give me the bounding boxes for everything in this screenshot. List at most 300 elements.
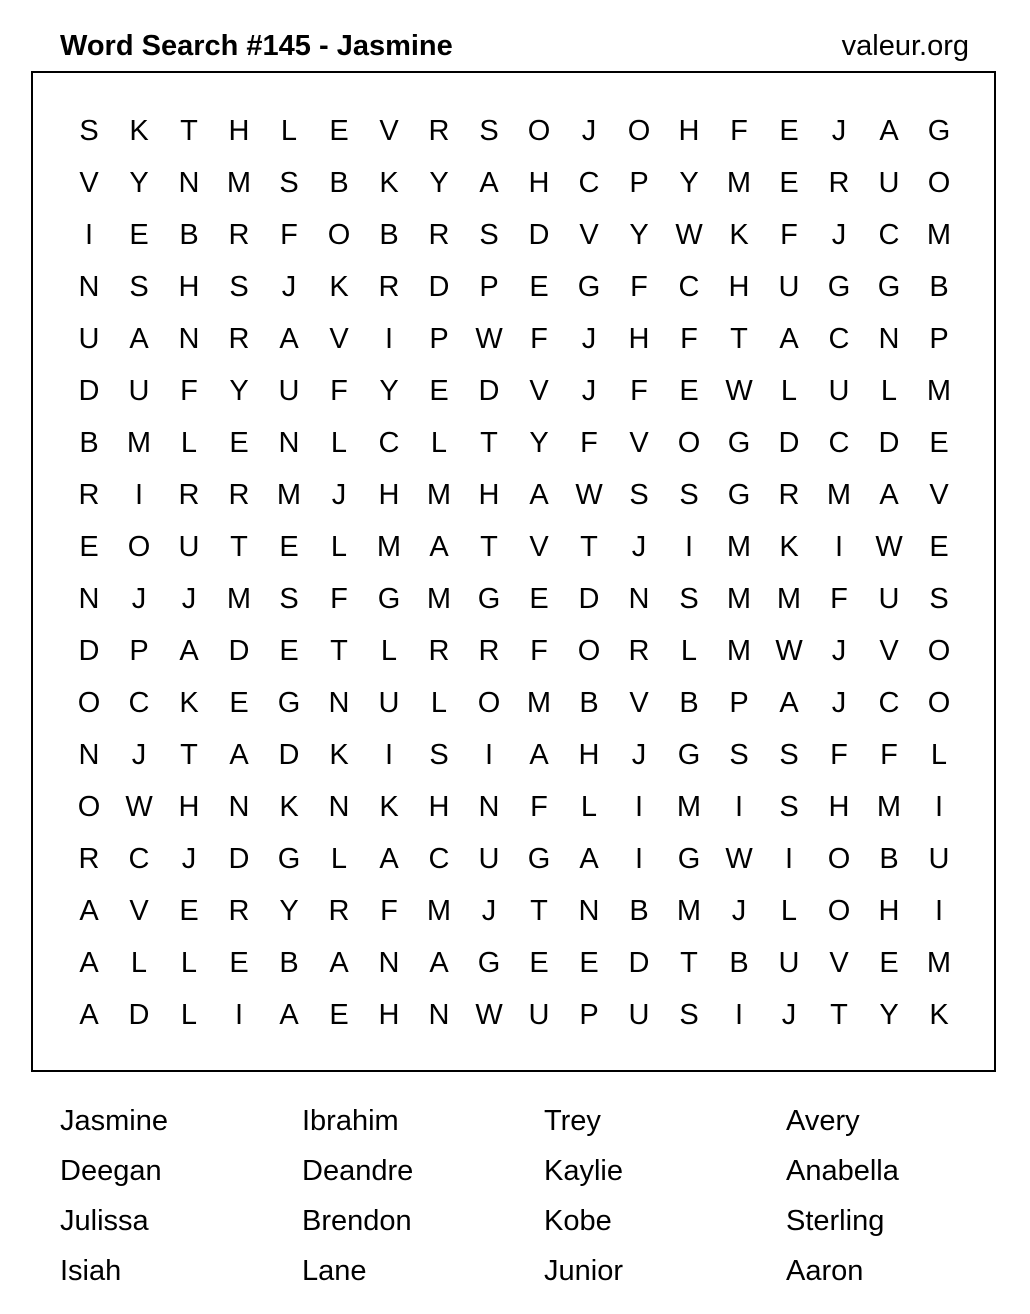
grid-letter[interactable]: N <box>78 271 100 303</box>
grid-letter[interactable]: P <box>929 323 949 355</box>
grid-letter[interactable]: K <box>779 531 799 563</box>
grid-letter[interactable]: A <box>279 323 299 355</box>
grid-letter[interactable]: V <box>879 635 899 667</box>
grid-letter[interactable]: V <box>629 427 649 459</box>
grid-letter[interactable]: W <box>725 375 753 407</box>
grid-letter[interactable]: O <box>677 427 701 459</box>
grid-letter[interactable]: M <box>526 687 552 719</box>
grid-letter[interactable]: F <box>630 375 648 407</box>
grid-letter[interactable]: P <box>129 635 149 667</box>
grid-letter[interactable]: V <box>329 323 349 355</box>
grid-letter[interactable]: F <box>330 375 348 407</box>
grid-letter[interactable]: A <box>179 635 199 667</box>
grid-letter[interactable]: K <box>279 791 299 823</box>
grid-letter[interactable]: R <box>178 479 200 511</box>
grid-letter[interactable]: U <box>878 167 900 199</box>
grid-letter[interactable]: J <box>481 895 497 927</box>
grid-letter[interactable]: B <box>629 895 649 927</box>
grid-letter[interactable]: B <box>579 687 599 719</box>
grid-letter[interactable]: I <box>84 219 94 251</box>
grid-letter[interactable]: R <box>228 323 250 355</box>
grid-letter[interactable]: H <box>478 479 500 511</box>
grid-letter[interactable]: F <box>580 427 598 459</box>
grid-letter[interactable]: A <box>879 115 899 147</box>
grid-letter[interactable]: M <box>126 427 152 459</box>
grid-letter[interactable]: R <box>78 479 100 511</box>
grid-letter[interactable]: C <box>128 687 150 719</box>
grid-letter[interactable]: T <box>330 635 348 667</box>
grid-letter[interactable]: L <box>180 427 198 459</box>
grid-letter[interactable]: W <box>775 635 803 667</box>
grid-letter[interactable]: S <box>729 739 749 771</box>
grid-letter[interactable]: C <box>878 687 900 719</box>
grid-letter[interactable]: I <box>634 843 644 875</box>
grid-letter[interactable]: S <box>679 583 699 615</box>
grid-letter[interactable]: T <box>180 115 198 147</box>
grid-letter[interactable]: E <box>579 947 599 979</box>
grid-letter[interactable]: L <box>680 635 698 667</box>
grid-letter[interactable]: U <box>278 375 300 407</box>
grid-letter[interactable]: P <box>429 323 449 355</box>
grid-letter[interactable]: R <box>628 635 650 667</box>
grid-letter[interactable]: M <box>676 895 702 927</box>
grid-letter[interactable]: S <box>479 115 499 147</box>
grid-letter[interactable]: P <box>629 167 649 199</box>
grid-letter[interactable]: U <box>78 323 100 355</box>
grid-letter[interactable]: U <box>528 999 550 1031</box>
grid-letter[interactable]: G <box>727 479 751 511</box>
grid-letter[interactable]: U <box>628 999 650 1031</box>
grid-letter[interactable]: G <box>377 583 401 615</box>
grid-letter[interactable]: G <box>677 739 701 771</box>
grid-letter[interactable]: L <box>280 115 298 147</box>
grid-letter[interactable]: T <box>480 427 498 459</box>
grid-letter[interactable]: U <box>878 583 900 615</box>
grid-letter[interactable]: S <box>229 271 249 303</box>
grid-letter[interactable]: H <box>178 791 200 823</box>
grid-letter[interactable]: I <box>634 791 644 823</box>
grid-letter[interactable]: R <box>228 219 250 251</box>
grid-letter[interactable]: D <box>78 375 100 407</box>
grid-letter[interactable]: E <box>129 219 149 251</box>
grid-letter[interactable]: O <box>927 687 951 719</box>
grid-letter[interactable]: R <box>378 271 400 303</box>
grid-letter[interactable]: B <box>929 271 949 303</box>
grid-letter[interactable]: O <box>827 843 851 875</box>
grid-letter[interactable]: M <box>426 583 452 615</box>
grid-letter[interactable]: O <box>77 791 101 823</box>
grid-letter[interactable]: Y <box>229 375 249 407</box>
grid-letter[interactable]: J <box>831 219 847 251</box>
grid-letter[interactable]: L <box>380 635 398 667</box>
grid-letter[interactable]: D <box>428 271 450 303</box>
grid-letter[interactable]: E <box>429 375 449 407</box>
grid-letter[interactable]: U <box>178 531 200 563</box>
grid-letter[interactable]: F <box>780 219 798 251</box>
grid-letter[interactable]: R <box>328 895 350 927</box>
grid-letter[interactable]: W <box>675 219 703 251</box>
grid-letter[interactable]: H <box>828 791 850 823</box>
grid-letter[interactable]: N <box>178 323 200 355</box>
grid-letter[interactable]: M <box>876 791 902 823</box>
grid-letter[interactable]: Y <box>279 895 299 927</box>
grid-letter[interactable]: Y <box>879 999 899 1031</box>
grid-letter[interactable]: R <box>428 635 450 667</box>
grid-letter[interactable]: R <box>228 895 250 927</box>
grid-letter[interactable]: E <box>529 583 549 615</box>
grid-letter[interactable]: F <box>530 791 548 823</box>
grid-letter[interactable]: N <box>278 427 300 459</box>
grid-letter[interactable]: A <box>579 843 599 875</box>
grid-letter[interactable]: C <box>828 427 850 459</box>
grid-letter[interactable]: J <box>831 635 847 667</box>
grid-letter[interactable]: E <box>329 115 349 147</box>
grid-letter[interactable]: N <box>328 687 350 719</box>
grid-letter[interactable]: J <box>631 739 647 771</box>
grid-letter[interactable]: K <box>379 167 399 199</box>
grid-letter[interactable]: L <box>330 843 348 875</box>
grid-letter[interactable]: I <box>934 895 944 927</box>
grid-letter[interactable]: T <box>530 895 548 927</box>
grid-letter[interactable]: K <box>379 791 399 823</box>
grid-letter[interactable]: G <box>477 947 501 979</box>
grid-letter[interactable]: M <box>926 947 952 979</box>
grid-letter[interactable]: Y <box>529 427 549 459</box>
grid-letter[interactable]: I <box>784 843 794 875</box>
grid-letter[interactable]: J <box>831 115 847 147</box>
grid-letter[interactable]: M <box>426 479 452 511</box>
grid-letter[interactable]: J <box>781 999 797 1031</box>
grid-letter[interactable]: V <box>379 115 399 147</box>
grid-letter[interactable]: L <box>130 947 148 979</box>
grid-letter[interactable]: M <box>226 167 252 199</box>
grid-letter[interactable]: D <box>478 375 500 407</box>
grid-letter[interactable]: J <box>281 271 297 303</box>
grid-letter[interactable]: D <box>878 427 900 459</box>
grid-letter[interactable]: M <box>676 791 702 823</box>
grid-letter[interactable]: O <box>927 167 951 199</box>
grid-letter[interactable]: J <box>181 843 197 875</box>
grid-letter[interactable]: V <box>579 219 599 251</box>
grid-letter[interactable]: R <box>478 635 500 667</box>
grid-letter[interactable]: V <box>79 167 99 199</box>
grid-letter[interactable]: D <box>628 947 650 979</box>
grid-letter[interactable]: F <box>730 115 748 147</box>
grid-letter[interactable]: N <box>228 791 250 823</box>
grid-letter[interactable]: A <box>429 531 449 563</box>
grid-letter[interactable]: S <box>479 219 499 251</box>
grid-letter[interactable]: L <box>880 375 898 407</box>
grid-letter[interactable]: U <box>478 843 500 875</box>
grid-letter[interactable]: U <box>128 375 150 407</box>
grid-letter[interactable]: L <box>430 427 448 459</box>
grid-letter[interactable]: V <box>529 531 549 563</box>
grid-letter[interactable]: E <box>529 947 549 979</box>
grid-letter[interactable]: S <box>129 271 149 303</box>
grid-letter[interactable]: J <box>131 739 147 771</box>
grid-letter[interactable]: S <box>679 999 699 1031</box>
grid-letter[interactable]: T <box>230 531 248 563</box>
grid-letter[interactable]: C <box>678 271 700 303</box>
grid-letter[interactable]: S <box>779 791 799 823</box>
grid-letter[interactable]: S <box>279 583 299 615</box>
grid-letter[interactable]: K <box>729 219 749 251</box>
grid-letter[interactable]: S <box>79 115 99 147</box>
grid-letter[interactable]: A <box>329 947 349 979</box>
grid-letter[interactable]: G <box>277 687 301 719</box>
grid-letter[interactable]: L <box>580 791 598 823</box>
grid-letter[interactable]: V <box>829 947 849 979</box>
grid-letter[interactable]: G <box>827 271 851 303</box>
grid-letter[interactable]: F <box>830 739 848 771</box>
grid-letter[interactable]: A <box>529 739 549 771</box>
grid-letter[interactable]: D <box>528 219 550 251</box>
grid-letter[interactable]: A <box>79 947 99 979</box>
grid-letter[interactable]: F <box>830 583 848 615</box>
grid-letter[interactable]: M <box>426 895 452 927</box>
grid-letter[interactable]: F <box>530 635 548 667</box>
grid-letter[interactable]: A <box>229 739 249 771</box>
grid-letter[interactable]: M <box>826 479 852 511</box>
grid-letter[interactable]: L <box>330 427 348 459</box>
grid-letter[interactable]: D <box>778 427 800 459</box>
grid-letter[interactable]: A <box>429 947 449 979</box>
grid-letter[interactable]: E <box>279 531 299 563</box>
grid-letter[interactable]: H <box>428 791 450 823</box>
grid-letter[interactable]: F <box>380 895 398 927</box>
grid-letter[interactable]: Y <box>129 167 149 199</box>
grid-letter[interactable]: H <box>178 271 200 303</box>
grid-letter[interactable]: D <box>578 583 600 615</box>
grid-letter[interactable]: S <box>629 479 649 511</box>
grid-letter[interactable]: J <box>581 323 597 355</box>
grid-letter[interactable]: E <box>279 635 299 667</box>
grid-letter[interactable]: N <box>328 791 350 823</box>
grid-letter[interactable]: C <box>428 843 450 875</box>
grid-letter[interactable]: U <box>378 687 400 719</box>
grid-letter[interactable]: O <box>77 687 101 719</box>
grid-letter[interactable]: G <box>527 843 551 875</box>
grid-letter[interactable]: B <box>729 947 749 979</box>
grid-letter[interactable]: M <box>726 531 752 563</box>
grid-letter[interactable]: O <box>327 219 351 251</box>
grid-letter[interactable]: B <box>79 427 99 459</box>
grid-letter[interactable]: K <box>929 999 949 1031</box>
grid-letter[interactable]: N <box>78 739 100 771</box>
grid-letter[interactable]: I <box>734 791 744 823</box>
grid-letter[interactable]: E <box>79 531 99 563</box>
grid-letter[interactable]: V <box>129 895 149 927</box>
grid-letter[interactable]: E <box>929 427 949 459</box>
grid-letter[interactable]: S <box>779 739 799 771</box>
grid-letter[interactable]: C <box>878 219 900 251</box>
grid-letter[interactable]: N <box>78 583 100 615</box>
grid-letter[interactable]: C <box>828 323 850 355</box>
grid-letter[interactable]: W <box>725 843 753 875</box>
grid-letter[interactable]: M <box>226 583 252 615</box>
grid-letter[interactable]: D <box>78 635 100 667</box>
grid-letter[interactable]: R <box>828 167 850 199</box>
grid-letter[interactable]: O <box>477 687 501 719</box>
grid-letter[interactable]: E <box>779 167 799 199</box>
grid-letter[interactable]: T <box>180 739 198 771</box>
grid-letter[interactable]: N <box>628 583 650 615</box>
grid-letter[interactable]: O <box>577 635 601 667</box>
grid-letter[interactable]: U <box>778 271 800 303</box>
grid-letter[interactable]: F <box>180 375 198 407</box>
grid-letter[interactable]: M <box>726 583 752 615</box>
grid-letter[interactable]: P <box>729 687 749 719</box>
grid-letter[interactable]: N <box>578 895 600 927</box>
grid-letter[interactable]: M <box>726 167 752 199</box>
grid-letter[interactable]: L <box>430 687 448 719</box>
grid-letter[interactable]: O <box>827 895 851 927</box>
grid-letter[interactable]: B <box>279 947 299 979</box>
grid-letter[interactable]: J <box>731 895 747 927</box>
grid-letter[interactable]: M <box>276 479 302 511</box>
grid-letter[interactable]: N <box>378 947 400 979</box>
grid-letter[interactable]: I <box>834 531 844 563</box>
grid-letter[interactable]: O <box>127 531 151 563</box>
grid-letter[interactable]: M <box>926 219 952 251</box>
grid-letter[interactable]: T <box>830 999 848 1031</box>
grid-letter[interactable]: S <box>279 167 299 199</box>
grid-letter[interactable]: K <box>179 687 199 719</box>
grid-letter[interactable]: H <box>578 739 600 771</box>
grid-letter[interactable]: T <box>680 947 698 979</box>
grid-letter[interactable]: F <box>530 323 548 355</box>
grid-letter[interactable]: T <box>580 531 598 563</box>
grid-letter[interactable]: W <box>875 531 903 563</box>
grid-letter[interactable]: C <box>378 427 400 459</box>
grid-letter[interactable]: S <box>679 479 699 511</box>
grid-letter[interactable]: E <box>229 427 249 459</box>
grid-letter[interactable]: B <box>679 687 699 719</box>
grid-letter[interactable]: E <box>229 947 249 979</box>
grid-letter[interactable]: R <box>228 479 250 511</box>
grid-letter[interactable]: V <box>529 375 549 407</box>
grid-letter[interactable]: E <box>179 895 199 927</box>
grid-letter[interactable]: M <box>926 375 952 407</box>
grid-letter[interactable]: C <box>128 843 150 875</box>
grid-letter[interactable]: I <box>684 531 694 563</box>
grid-letter[interactable]: N <box>428 999 450 1031</box>
grid-letter[interactable]: A <box>779 687 799 719</box>
grid-letter[interactable]: M <box>726 635 752 667</box>
grid-letter[interactable]: A <box>129 323 149 355</box>
grid-letter[interactable]: W <box>575 479 603 511</box>
grid-letter[interactable]: I <box>734 999 744 1031</box>
grid-letter[interactable]: J <box>581 375 597 407</box>
grid-letter[interactable]: E <box>779 115 799 147</box>
grid-letter[interactable]: J <box>181 583 197 615</box>
grid-letter[interactable]: V <box>929 479 949 511</box>
grid-letter[interactable]: I <box>134 479 144 511</box>
grid-letter[interactable]: O <box>527 115 551 147</box>
grid-letter[interactable]: F <box>880 739 898 771</box>
grid-letter[interactable]: N <box>178 167 200 199</box>
grid-letter[interactable]: L <box>780 375 798 407</box>
grid-letter[interactable]: J <box>631 531 647 563</box>
grid-letter[interactable]: I <box>384 739 394 771</box>
grid-letter[interactable]: G <box>477 583 501 615</box>
grid-letter[interactable]: L <box>780 895 798 927</box>
grid-letter[interactable]: A <box>479 167 499 199</box>
grid-letter[interactable]: B <box>879 843 899 875</box>
grid-letter[interactable]: P <box>479 271 499 303</box>
grid-letter[interactable]: D <box>278 739 300 771</box>
grid-letter[interactable]: H <box>628 323 650 355</box>
grid-letter[interactable]: U <box>778 947 800 979</box>
grid-letter[interactable]: G <box>677 843 701 875</box>
grid-letter[interactable]: G <box>577 271 601 303</box>
grid-letter[interactable]: I <box>234 999 244 1031</box>
grid-letter[interactable]: R <box>78 843 100 875</box>
grid-letter[interactable]: Y <box>679 167 699 199</box>
grid-letter[interactable]: J <box>581 115 597 147</box>
grid-letter[interactable]: E <box>329 999 349 1031</box>
grid-letter[interactable]: M <box>776 583 802 615</box>
grid-letter[interactable]: G <box>927 115 951 147</box>
grid-letter[interactable]: G <box>877 271 901 303</box>
grid-letter[interactable]: H <box>678 115 700 147</box>
grid-letter[interactable]: I <box>384 323 394 355</box>
grid-letter[interactable]: E <box>679 375 699 407</box>
grid-letter[interactable]: A <box>779 323 799 355</box>
grid-letter[interactable]: K <box>329 739 349 771</box>
grid-letter[interactable]: W <box>475 999 503 1031</box>
grid-letter[interactable]: L <box>180 947 198 979</box>
grid-letter[interactable]: F <box>280 219 298 251</box>
grid-letter[interactable]: H <box>878 895 900 927</box>
grid-letter[interactable]: H <box>378 479 400 511</box>
grid-letter[interactable]: D <box>228 635 250 667</box>
grid-letter[interactable]: E <box>229 687 249 719</box>
grid-letter[interactable]: U <box>928 843 950 875</box>
grid-letter[interactable]: I <box>934 791 944 823</box>
grid-letter[interactable]: N <box>478 791 500 823</box>
grid-letter[interactable]: A <box>279 999 299 1031</box>
grid-letter[interactable]: O <box>627 115 651 147</box>
grid-letter[interactable]: Y <box>629 219 649 251</box>
grid-letter[interactable]: L <box>930 739 948 771</box>
grid-letter[interactable]: I <box>484 739 494 771</box>
grid-letter[interactable]: J <box>831 687 847 719</box>
grid-letter[interactable]: P <box>579 999 599 1031</box>
grid-letter[interactable]: B <box>179 219 199 251</box>
grid-letter[interactable]: S <box>929 583 949 615</box>
grid-letter[interactable]: C <box>578 167 600 199</box>
grid-letter[interactable]: Y <box>429 167 449 199</box>
grid-letter[interactable]: M <box>376 531 402 563</box>
grid-letter[interactable]: B <box>329 167 349 199</box>
grid-letter[interactable]: R <box>778 479 800 511</box>
grid-letter[interactable]: A <box>379 843 399 875</box>
grid-letter[interactable]: A <box>529 479 549 511</box>
grid-letter[interactable]: T <box>480 531 498 563</box>
grid-letter[interactable]: R <box>428 219 450 251</box>
grid-letter[interactable]: F <box>330 583 348 615</box>
grid-letter[interactable]: A <box>79 895 99 927</box>
grid-letter[interactable]: L <box>330 531 348 563</box>
grid-letter[interactable]: H <box>378 999 400 1031</box>
grid-letter[interactable]: J <box>131 583 147 615</box>
grid-letter[interactable]: U <box>828 375 850 407</box>
grid-letter[interactable]: S <box>429 739 449 771</box>
grid-letter[interactable]: A <box>879 479 899 511</box>
grid-letter[interactable]: E <box>879 947 899 979</box>
grid-letter[interactable]: F <box>630 271 648 303</box>
